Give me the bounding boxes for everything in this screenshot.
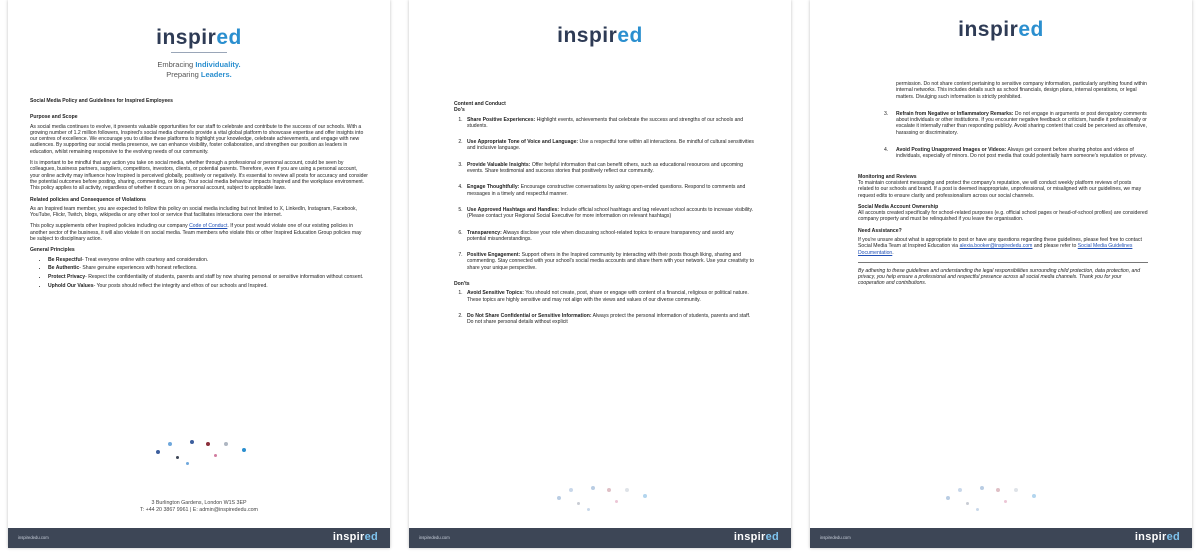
guidelines-documentation-link[interactable]: Social Media Guidelines Documentation <box>858 243 1133 256</box>
paragraph: All accounts created specifically for school-related purposes (e.g. official school pages or head-of-school profiles) are considered company property and must be relinquished if you leave the organisation. <box>858 210 1148 223</box>
section-heading-content: Content and Conduct <box>454 101 506 107</box>
dos-list <box>454 117 754 271</box>
section-heading-assistance: Need Assistance? <box>858 227 902 234</box>
logo-divider <box>171 52 227 53</box>
paragraph: It is important to be mindful that any action you take on social media, whether through a professional or personal account, could be seen by colleagues, business partners, suppliers, competitors, investors, clients, or potential parents. Therefore, even if you are using a personal account, your online activity may influence how Inspired is perceived globally, positively or negatively. It's essential to review all posts for accuracy and consider the potential outcomes before posting, sharing, commenting, or liking. Your social media behaviour impacts Inspired and the workplace environment. This policy applies to all activity, regardless of whether it occurs on a personal account, subject to applicable laws. <box>30 160 368 192</box>
footer-logo: inspired <box>332 531 378 543</box>
email-link[interactable]: alexia.booker@inspirededu.com <box>959 243 1033 250</box>
section-heading-violations: Related policies and Consequence of Violations <box>30 196 146 203</box>
inspired-logo: inspired <box>557 24 643 47</box>
footer-logo: inspired <box>733 531 779 543</box>
list-item: 2. Do Not Share Confidential or Sensitive Information: Always protect the personal information of students, parents and staff. Do not share personal details without explicit <box>464 313 754 326</box>
document-page-3 <box>810 0 1192 548</box>
section-heading-ownership: Social Media Account Ownership <box>858 203 939 210</box>
document-page-2 <box>409 0 791 548</box>
principles-list <box>30 257 368 290</box>
inspired-logo: inspired <box>156 26 242 49</box>
closing-statement: By adhering to these guidelines and understanding the legal responsibilities surrounding child protection, data protection, and privacy, you help ensure a professional and respectful presence across all social media channels. Thank you for your cooperation and contributions. <box>858 267 1141 287</box>
code-of-conduct-link[interactable]: Code of Conduct <box>189 223 228 230</box>
paragraph: To maintain consistent messaging and protect the company's reputation, we will conduct weekly platform reviews of posts related to our schools and brand. If a post is deemed inappropriate, unprofessional, or misaligned with our guidelines, we may request edits to ensure clarity and professionalism across our social channels. <box>858 179 1142 199</box>
section-heading-principles: General Principles <box>30 247 75 254</box>
list-item: 7. Positive Engagement: Support others in the Inspired community by interacting with their posts though liking, sharing and commenting. Stay connected with your school's social media accounts and share them with your network. Use your creativity to share your unique perspective. <box>464 252 754 271</box>
footer-url: inspirededu.com <box>18 535 49 540</box>
page-1-content <box>30 98 368 292</box>
page-footer <box>8 528 390 548</box>
paragraph: permission. Do not share content pertaining to sensitive company information, particularly anything found within internal networks. This includes details such as school financials, design plans, internal operations, or legal matters. Divulging such information is strictly prohibited. <box>896 81 1147 100</box>
list-item: 4. Avoid Posting Unapproved Images or Videos: Always get consent before sharing photos and videos of individuals, especially of minors. Do not post media that could potentially harm someone's reputation or privacy. <box>884 147 1147 160</box>
divider <box>858 262 1148 263</box>
tagline: Embracing Individuality. Preparing Leaders. <box>157 60 241 79</box>
paragraph: This policy supplements other Inspired policies including our company Code of Conduct. If your post would violate one of our existing policies in another sector of the business, it will also violate it on social media. Team members who violate this or other Inspired Education Group policies may be subject to disciplinary action. <box>30 223 362 243</box>
page-3-content <box>858 81 1148 287</box>
inspired-logo: inspired <box>958 18 1044 41</box>
section-heading-purpose: Purpose and Scope <box>30 114 78 121</box>
list-item: 1. Share Positive Experiences: Highlight events, achievements that celebrate the success and strengths of our schools and students. <box>464 117 754 130</box>
list-item: 1. Avoid Sensitive Topics: You should not create, post, share or engage with content of a financial, religious or political nature. These topics are highly sensitive and may not align with the views and values of our diverse community. <box>464 290 754 303</box>
list-item: 3. Provide Valuable Insights: Offer helpful information that can benefit others, such as educational resources and upcoming events. Share testimonial and success stories that positively reflect our community. <box>464 162 754 175</box>
document-page-1 <box>8 0 390 548</box>
page-footer <box>810 528 1192 548</box>
paragraph: If you're unsure about what is appropriate to post or have any questions regarding these guidelines, please feel free to contact Social Media Team at Inspired Education via alexia.booker@inspirededu.com and please refer to Social Media Guidelines Documentation. <box>858 237 1142 256</box>
page-2-content <box>454 101 754 336</box>
paragraph: As an Inspired team member, you are expected to follow this policy on social media including but not limited to X, LinkedIn, Instagram, Facebook, YouTube, Flickr, Twitch, blogs, wikipedia or any other tool or service that facilitates interactions over the internet. <box>30 205 358 219</box>
footer-logo: inspired <box>1134 531 1180 543</box>
list-item: • Protect Privacy- Respect the confidentiality of students, parents and staff by now sharing personal or sensitive information without consent. <box>48 274 368 280</box>
list-item: 6. Transparency: Always disclose your role when discussing school-related topics to ensure transparency and avoid any potential misunderstandings. <box>464 230 754 243</box>
footer-url: inspirededu.com <box>820 535 851 540</box>
footer-url: inspirededu.com <box>419 535 450 540</box>
list-item: 3. Refrain from Negative or Inflammatory Remarks: Do not engage in arguments or post derogatory comments about individuals or other institutions. If you encounter negative feedback or criticism, handle it professionally or escalate it internally rather than responding publicly. Avoid sharing content that could be perceived as offensive, harassing or discriminatory. <box>884 110 1147 136</box>
list-item: • Be Respectful- Treat everyone online with courtesy and consideration. <box>48 257 368 263</box>
list-item: • Uphold Our Values- Your posts should reflect the integrity and ethos of our schools and Inspired. <box>48 283 368 289</box>
document-title: Social Media Policy and Guidelines for Inspired Employees <box>30 98 173 104</box>
page-footer <box>409 528 791 548</box>
list-item: • Be Authentic- Share genuine experiences with honest reflections. <box>48 265 368 271</box>
paragraph: As social media continues to evolve, it presents valuable opportunities for our staff to celebrate and contribute to the success of our schools. With a growing number of 1.2 million followers, Inspired's social media channels provide a vital global platform to showcase expertise and offer insights into our centres of excellence. We encourage you to utilise these platforms to highlight your knowledge, celebrate achievements, and engage with new audiences. By supporting our social media presence, we can enhance visibility, foster collaboration, and strengthen our position as leaders in education, whilst remaining responsive to the evolving needs of our community. <box>30 123 364 155</box>
donts-heading: Don'ts <box>454 281 470 288</box>
dos-heading: Do's <box>454 107 465 114</box>
list-item: 4. Engage Thoughtfully: Encourage constructive conversations by asking open-ended questions. Respond to comments and messages in a timely and respectful manner. <box>464 184 754 197</box>
address-block: 3 Burlington Gardens, London W1S 3EP T: +44 20 3867 9961 | E: admin@inspirededu.com <box>140 500 258 514</box>
donts-list <box>454 290 754 325</box>
list-item: 2. Use Appropriate Tone of Voice and Language: Use a respectful tone within all interactions. Be mindful of cultural sensitivities and inclusive language. <box>464 139 754 152</box>
section-heading-monitoring: Monitoring and Reviews <box>858 173 917 180</box>
list-item: 5. Use Approved Hashtags and Handles: Include official school hashtags and tag relevant school accounts to increase visibility. (Please contact your Regional Social Executive for more information on relevant hashtags) <box>464 207 754 220</box>
